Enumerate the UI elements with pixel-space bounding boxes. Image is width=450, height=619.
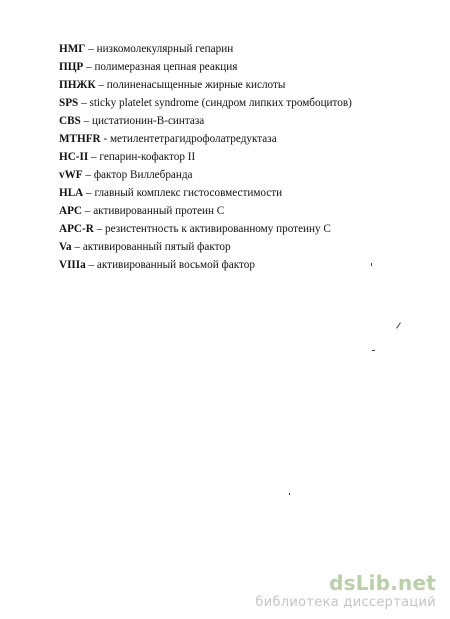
abbreviation-term: VIIIa bbox=[59, 259, 86, 271]
abbreviation-definition: гепарин-кофактор II bbox=[99, 151, 196, 163]
abbreviation-separator: – bbox=[80, 115, 92, 127]
abbreviation-row bbox=[59, 184, 429, 202]
abbreviation-row bbox=[59, 40, 429, 58]
abbreviation-row bbox=[59, 238, 429, 256]
abbreviation-definition: полимеразная цепная реакция bbox=[94, 61, 238, 73]
abbreviation-separator: – bbox=[88, 151, 100, 163]
abbreviation-separator: – bbox=[78, 97, 90, 109]
abbreviation-separator: – bbox=[85, 259, 97, 271]
abbreviation-list bbox=[59, 40, 429, 274]
abbreviation-term: ПНЖК bbox=[59, 79, 96, 91]
abbreviation-term: Va bbox=[59, 241, 72, 253]
scan-speck bbox=[371, 263, 372, 266]
abbreviation-row bbox=[59, 220, 429, 238]
abbreviation-definition: фактор Виллебранда bbox=[93, 169, 193, 181]
abbreviation-term: SPS bbox=[59, 97, 79, 109]
abbreviation-term: APC-R bbox=[59, 223, 94, 235]
abbreviation-row bbox=[59, 256, 429, 274]
scan-speck bbox=[396, 322, 401, 328]
abbreviation-definition: резистентность к активированному протеину С bbox=[105, 223, 331, 235]
abbreviation-term: НМГ bbox=[59, 43, 86, 55]
abbreviation-separator: – bbox=[95, 79, 107, 91]
abbreviation-row bbox=[59, 58, 429, 76]
abbreviation-term: HC-II bbox=[59, 151, 89, 163]
watermark-tagline: библиотека диссертаций bbox=[255, 595, 436, 610]
abbreviation-row bbox=[59, 94, 429, 112]
abbreviation-row bbox=[59, 148, 429, 166]
scan-speck bbox=[372, 350, 375, 351]
abbreviation-term: vWF bbox=[59, 169, 83, 181]
abbreviation-definition: низкомолекулярный гепарин bbox=[96, 43, 234, 55]
abbreviation-definition: главный комплекс гистосовместимости bbox=[94, 187, 283, 199]
abbreviation-definition: sticky platelet syndrome (синдром липких тромбоцитов) bbox=[89, 97, 352, 109]
abbreviation-row bbox=[59, 130, 429, 148]
abbreviation-row bbox=[59, 76, 429, 94]
abbreviation-separator: – bbox=[82, 169, 94, 181]
watermark bbox=[255, 572, 436, 611]
scan-speck bbox=[289, 493, 290, 495]
abbreviation-definition: активированный пятый фактор bbox=[82, 241, 231, 253]
abbreviation-term: CBS bbox=[59, 115, 81, 127]
abbreviation-definition: метилентетрагидрофолатредуктаза bbox=[109, 133, 277, 145]
watermark-logo: dsLib.net bbox=[329, 571, 436, 595]
abbreviation-row bbox=[59, 166, 429, 184]
abbreviation-separator: – bbox=[85, 43, 97, 55]
abbreviation-separator: – bbox=[82, 205, 94, 217]
abbreviation-term: MTHFR bbox=[59, 133, 101, 145]
abbreviation-separator: - bbox=[100, 133, 110, 145]
abbreviation-term: HLA bbox=[59, 187, 84, 199]
abbreviation-separator: – bbox=[93, 223, 105, 235]
abbreviation-row bbox=[59, 112, 429, 130]
abbreviation-definition: цистатионин-В-синтаза bbox=[91, 115, 205, 127]
abbreviation-definition: активированный восьмой фактор bbox=[96, 259, 255, 271]
abbreviation-term: APC bbox=[59, 205, 82, 217]
abbreviation-term: ПЦР bbox=[59, 61, 84, 73]
abbreviation-separator: – bbox=[71, 241, 83, 253]
abbreviation-definition: активированный протеин С bbox=[93, 205, 225, 217]
abbreviation-separator: – bbox=[83, 187, 95, 199]
abbreviation-row bbox=[59, 202, 429, 220]
abbreviation-definition: полиненасыщенные жирные кислоты bbox=[106, 79, 286, 91]
abbreviation-separator: – bbox=[83, 61, 95, 73]
